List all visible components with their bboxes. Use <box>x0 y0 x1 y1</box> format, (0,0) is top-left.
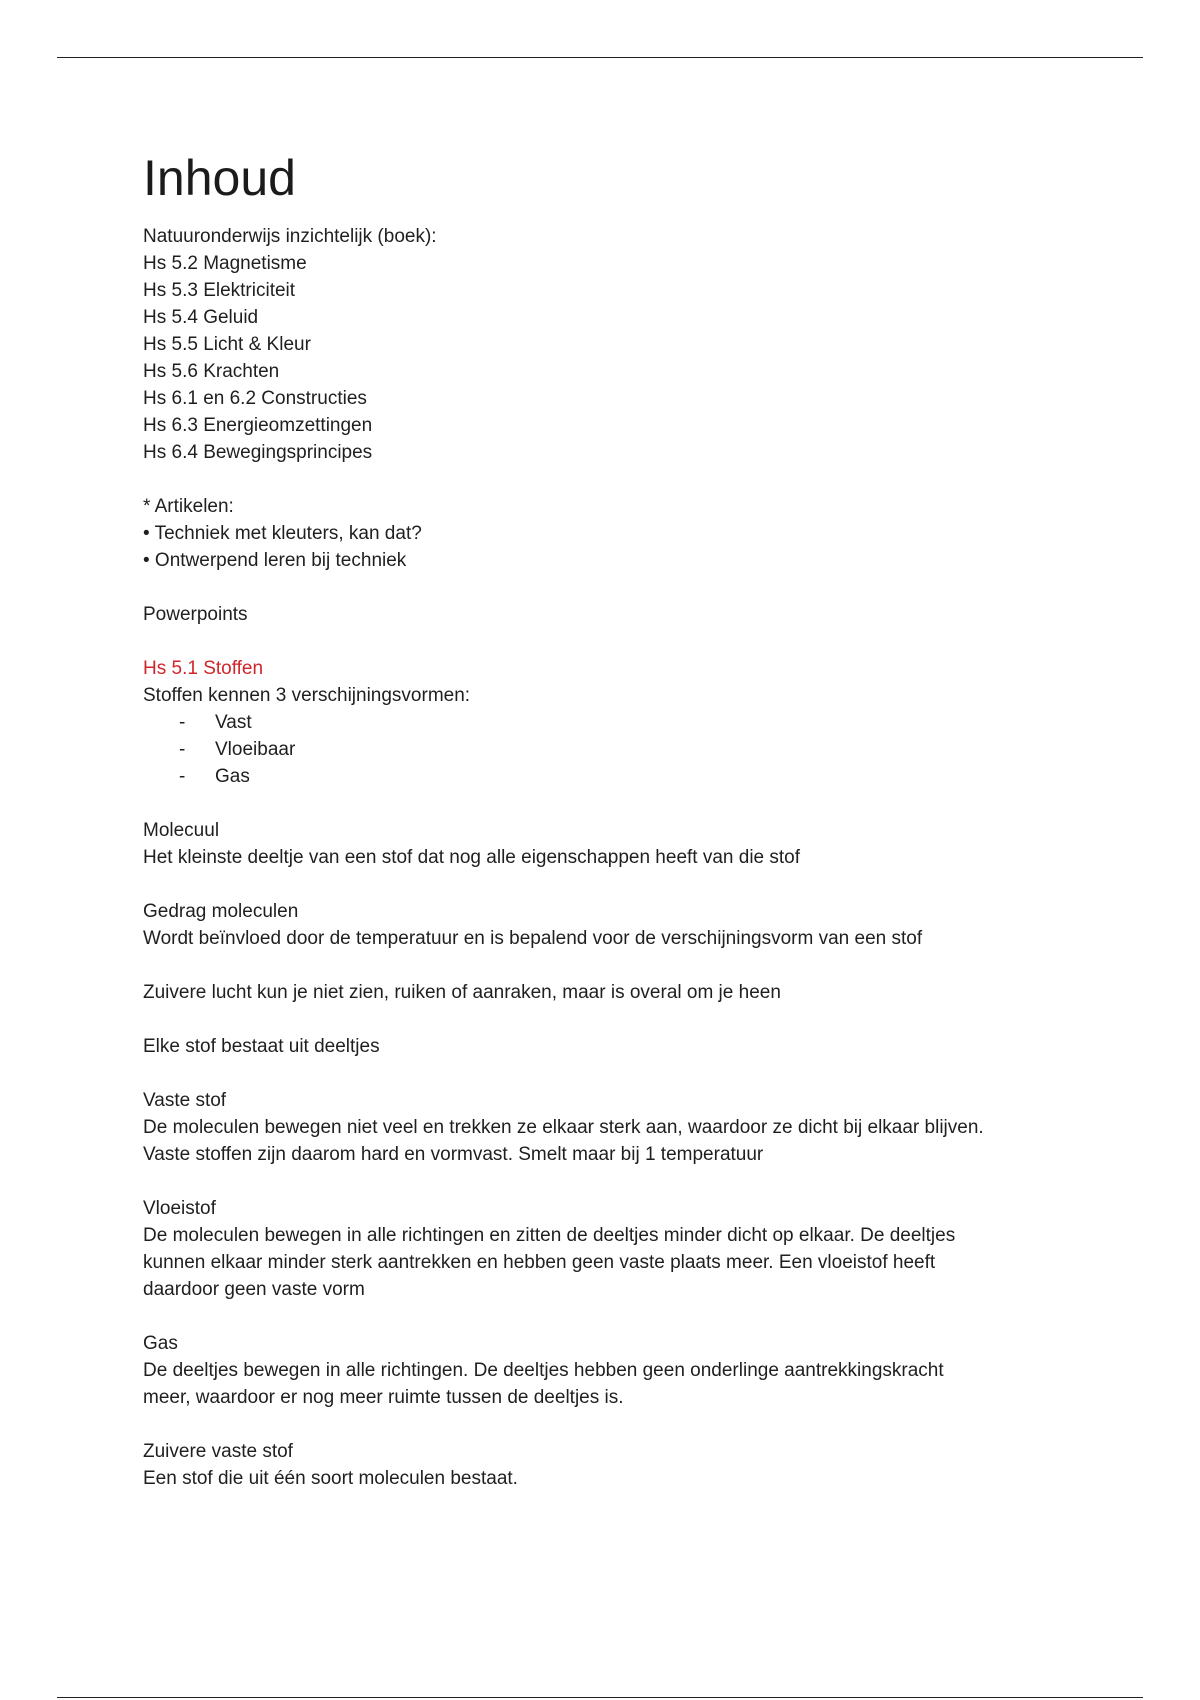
deeltjes-text: Elke stof bestaat uit deeltjes <box>143 1036 380 1057</box>
molecuul-title: Molecuul <box>143 820 220 841</box>
vloeistof-text: kunnen elkaar minder sterk aantrekken en hebben geen vaste plaats meer. Een vloeistof heeft <box>143 1252 936 1273</box>
section-heading: Hs 5.1 Stoffen <box>143 658 264 679</box>
header-rule <box>57 57 1143 58</box>
dash-bullet: - <box>179 739 186 760</box>
chapter-item: Hs 5.4 Geluid <box>143 307 259 328</box>
chapter-item: Hs 6.3 Energieomzettingen <box>143 415 373 436</box>
gedrag-title: Gedrag moleculen <box>143 901 299 922</box>
vaste-stof-text: Vaste stoffen zijn daarom hard en vormvast. Smelt maar bij 1 temperatuur <box>143 1144 764 1165</box>
chapter-item: Hs 5.3 Elektriciteit <box>143 280 296 301</box>
list-item: - Vloeibaar <box>143 736 1073 763</box>
vaste-stof-title: Vaste stof <box>143 1090 227 1111</box>
gas-title: Gas <box>143 1333 178 1354</box>
list-item: - Gas <box>143 763 1073 790</box>
vaste-stof-text: De moleculen bewegen niet veel en trekken ze elkaar sterk aan, waardoor ze dicht bij elkaar blijven. <box>143 1117 984 1138</box>
chapter-item: Hs 5.6 Krachten <box>143 361 280 382</box>
zuivere-vaste-stof-title: Zuivere vaste stof <box>143 1441 293 1462</box>
vloeistof-text: De moleculen bewegen in alle richtingen en zitten de deeltjes minder dicht op elkaar. De deeltjes <box>143 1225 956 1246</box>
section-intro: Stoffen kennen 3 verschijningsvormen: <box>143 685 471 706</box>
dash-bullet: - <box>179 766 186 787</box>
document-body <box>143 148 1073 1492</box>
page-title: Inhoud <box>143 150 296 206</box>
chapter-item: Hs 5.2 Magnetisme <box>143 253 307 274</box>
dash-bullet: - <box>179 712 186 733</box>
articles-header: * Artikelen: <box>143 496 234 517</box>
article-item: • Ontwerpend leren bij techniek <box>143 550 407 571</box>
lucht-text: Zuivere lucht kun je niet zien, ruiken of aanraken, maar is overal om je heen <box>143 982 781 1003</box>
forms-list <box>143 709 1073 790</box>
gas-text: meer, waardoor er nog meer ruimte tussen de deeltjes is. <box>143 1387 624 1408</box>
zuivere-vaste-stof-text: Een stof die uit één soort moleculen bestaat. <box>143 1468 518 1489</box>
list-item: - Vast <box>143 709 1073 736</box>
chapter-list <box>143 250 1073 466</box>
gas-text: De deeltjes bewegen in alle richtingen. De deeltjes hebben geen onderlinge aantrekkingskracht <box>143 1360 944 1381</box>
article-item: • Techniek met kleuters, kan dat? <box>143 523 422 544</box>
chapter-item: Hs 6.4 Bewegingsprincipes <box>143 442 373 463</box>
footer-rule <box>57 1697 1143 1698</box>
gedrag-text: Wordt beïnvloed door de temperatuur en is bepalend voor de verschijningsvorm van een stof <box>143 928 923 949</box>
powerpoints-label: Powerpoints <box>143 604 248 625</box>
vloeistof-title: Vloeistof <box>143 1198 216 1219</box>
vloeistof-text: daardoor geen vaste vorm <box>143 1279 365 1300</box>
book-intro: Natuuronderwijs inzichtelijk (boek): <box>143 226 437 247</box>
molecuul-text: Het kleinste deeltje van een stof dat nog alle eigenschappen heeft van die stof <box>143 847 801 868</box>
chapter-item: Hs 6.1 en 6.2 Constructies <box>143 388 367 409</box>
chapter-item: Hs 5.5 Licht & Kleur <box>143 334 311 355</box>
